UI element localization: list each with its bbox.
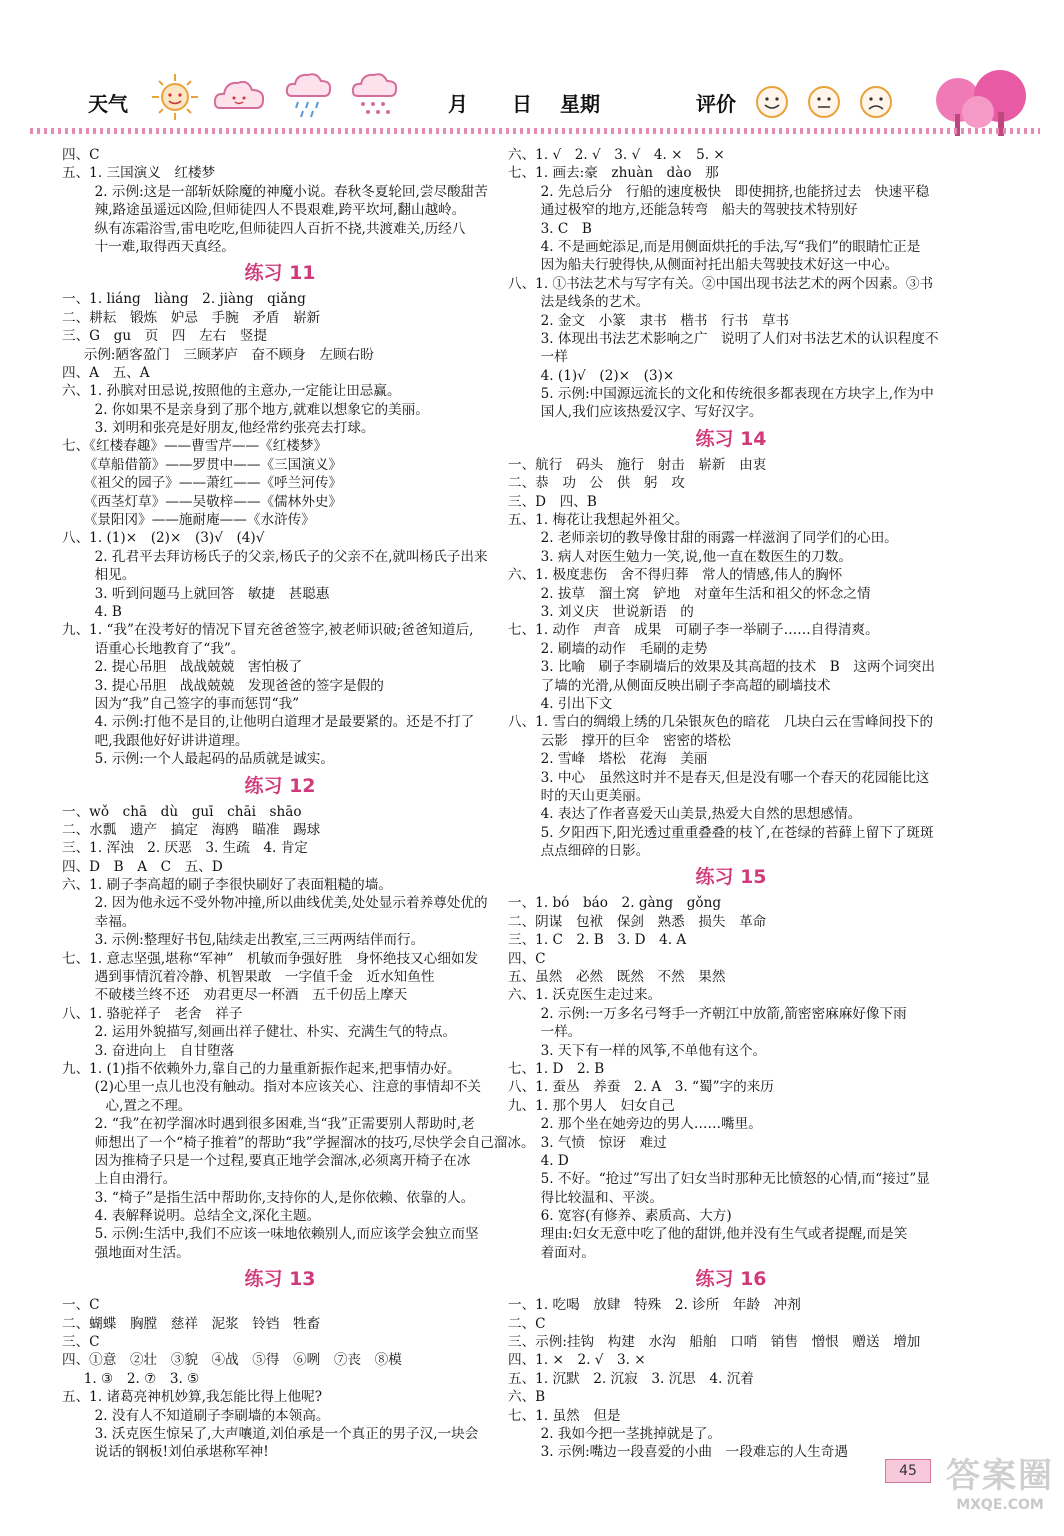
answer-line: 2. 拔草 溜土窝 铲地 对童年生活和祖父的怀念之情 (540, 585, 871, 602)
answer-line: 八、1. 雪白的绸缎上绣的几朵银灰色的暗花 几块白云在雪峰间投下的 (508, 714, 934, 731)
exercise-heading: 练习 13 (244, 1268, 316, 1291)
cloud-icon (212, 76, 268, 116)
answer-line: 3. 示例:嘴边一段喜爱的小曲 一段难忘的人生奇遇 (540, 1444, 848, 1461)
answer-line: 2. 示例:这是一部斩妖除魔的神魔小说。春秋冬夏轮回,尝尽酸甜苦 (94, 183, 488, 200)
answer-line: 八、1. 骆驼祥子 老舍 祥子 (62, 1005, 243, 1022)
answer-line: 纵有冻霜浴雪,雷电吃吃,但师徒四人百折不挠,共渡难关,历经八 (94, 220, 466, 237)
answer-line: 九、1. (1)指不依赖外力,靠自己的力量重新振作起来,把事情办好。 (62, 1060, 461, 1077)
answer-line: 一、C (62, 1297, 100, 1314)
watermark-top: 答案圈 (946, 1456, 1054, 1496)
answer-line: 3. 体现出书法艺术影响之广 说明了人们对书法艺术的认识程度不 (540, 330, 939, 347)
answer-line: 4. 表解释说明。总结全文,深化主题。 (94, 1208, 321, 1225)
answer-line: 辣,路途虽遥远凶险,但师徒四人不畏艰难,跨平坎坷,翻山越岭。 (94, 202, 466, 219)
exercise-heading: 练习 12 (244, 774, 316, 797)
answer-line: 3. C B (540, 220, 592, 237)
answer-line: 师想出了一个“椅子推着”的帮助“我”学握溜冰的技巧,尽快学会自己溜冰。 (94, 1134, 535, 1151)
answer-line: 不破楼兰终不还 劝君更尽一杯酒 五千仞岳上摩天 (94, 987, 408, 1004)
answer-line: 五、虽然 必然 既然 不然 果然 (508, 969, 726, 986)
answer-line: 一、1. liáng liàng 2. jiàng qiǎng (62, 291, 306, 308)
exercise-heading: 练习 14 (695, 427, 767, 450)
answer-line: 七、1. 画去:豪 zhuàn dào 那 (508, 165, 719, 182)
exercise-heading: 练习 16 (695, 1268, 767, 1291)
answer-line: 九、1. “我”在没考好的情况下冒充爸爸签字,被老师识破;爸爸知道后, (62, 622, 474, 639)
answer-line: 七、1. D 2. B (508, 1060, 605, 1077)
answer-line: 《祖父的园子》——萧红——《呼兰河传》 (83, 475, 343, 492)
answer-line: 三、示例:挂钩 构建 水沟 船舶 口哨 销售 憎恨 赠送 增加 (508, 1334, 921, 1351)
answer-line: 四、D B A C 五、D (62, 858, 223, 875)
answer-line: 吧,我跟他好好讲讲道理。 (94, 732, 249, 749)
answer-line: 2. 提心吊胆 战战兢兢 害怕极了 (94, 659, 303, 676)
answer-line: 二、阴谋 包袱 保剑 熟悉 损失 革命 (508, 913, 767, 930)
answer-line: 5. 示例:生活中,我们不应该一味地依赖别人,而应该学会独立而坚 (94, 1226, 479, 1243)
answer-line: 说话的钢板!刘伯承堪称军神! (94, 1444, 269, 1461)
answer-line: 3. 刘明和张亮是好朋友,他经常约张亮去打球。 (94, 420, 375, 437)
answer-line: 3. 中心 虽然这时并不是春天,但是没有哪一个春天的花园能比这 (540, 769, 930, 786)
rain-heavy-icon (350, 70, 400, 120)
answer-line: 二、蝴蝶 胸膛 慈祥 泥浆 铃铛 牲畜 (62, 1315, 321, 1332)
answer-line: 《西茎灯草》——吴敬梓——《儒林外史》 (83, 493, 343, 510)
answer-line: 七、1. 意志坚强,堪称“军神” 机敏而争强好胜 身怀绝技又心细如发 (62, 950, 479, 967)
answer-line: 四、1. × 2. √ 3. × (508, 1352, 646, 1369)
answer-line: 理由:妇女无意中吃了他的甜饼,他并没有生气或者提醒,而是笑 (540, 1226, 908, 1243)
answer-line: 上自由滑行。 (94, 1171, 177, 1188)
answer-line: 十一难,取得西天真经。 (94, 238, 235, 255)
answer-line: 五、1. 诸葛亮神机妙算,我怎能比得上他呢? (62, 1389, 322, 1406)
answer-line: 国人,我们应该热爱汉字、写好汉字。 (540, 404, 763, 421)
answer-line: 五、1. 沉默 2. 沉寂 3. 沉思 4. 沉着 (508, 1370, 754, 1387)
answer-line: 2. 雪峰 塔松 花海 美丽 (540, 751, 708, 768)
month-label: 月 (448, 92, 468, 116)
answer-line: 3. 病人对医生勉力一笑,说,他一直在数医生的刀数。 (540, 548, 853, 565)
answer-line: 3. 奋进向上 自甘堕落 (94, 1042, 235, 1059)
answer-line: 四、A 五、A (62, 364, 150, 381)
answer-line: 时的天山更美丽。 (540, 787, 650, 804)
answer-line: 4. B (94, 603, 122, 620)
answer-line: 了墙的光滑,从侧面反映出刷子李高超的刷墙技术 (540, 677, 831, 694)
answer-line: 3. 刘义庆 世说新语 的 (540, 603, 694, 620)
answer-line: 着面对。 (540, 1244, 595, 1261)
answer-line: 八、1. ①书法艺术与写字有关。②中国出现书法艺术的两个因素。③书 (508, 275, 934, 292)
answer-line: 三、D 四、B (508, 493, 597, 510)
watermark (940, 1448, 1060, 1530)
answer-line: 八、1. (1)× (2)× (3)√ (4)√ (62, 530, 265, 547)
answer-line: 二、C (508, 1315, 546, 1332)
weekday-label: 星期 (560, 92, 600, 116)
answer-line: 四、C (62, 147, 100, 163)
answer-line: 七、1. 虽然 但是 (508, 1407, 621, 1424)
answer-line: 一样。 (540, 1024, 582, 1041)
answer-line: 得比较温和、平淡。 (540, 1189, 663, 1206)
answer-line: 《草船借箭》——罗贯中——《三国演义》 (83, 456, 343, 473)
answer-line: 2. 金文 小篆 隶书 楷书 行书 草书 (540, 312, 790, 329)
answer-line: 4. 示例:打他不是目的,让他明白道理才是最要紧的。还是不打了 (94, 714, 475, 731)
answer-line: 3. 提心吊胆 战战兢兢 发现爸爸的签字是假的 (94, 677, 384, 694)
neutral-face-icon (806, 84, 842, 120)
page-header (0, 0, 1064, 140)
answer-line: 3. 天下有一样的风筝,不单他有这个。 (540, 1042, 767, 1059)
answer-line: 因为推椅子只是一个过程,要真正地学会溜冰,必须离开椅子在冰 (94, 1152, 471, 1169)
watermark-bottom: MXQE.COM (956, 1497, 1044, 1513)
answer-line: 6. 宽容(有修养、素质高、大方) (540, 1208, 732, 1225)
answer-line: 六、1. 极度悲伤 舍不得归葬 常人的情感,伟人的胸怀 (508, 567, 843, 584)
day-label: 日 (512, 92, 532, 116)
answer-line: 因为“我”自己签字的事而惩罚“我” (94, 695, 300, 712)
answer-line: 2. 我如今把一茎挑掉就是了。 (540, 1426, 722, 1442)
answer-line: 因为船夫行驶得快,从侧面衬托出船夫驾驶技术好这一中心。 (540, 257, 899, 274)
answer-line: 九、1. 那个男人 妇女自己 (508, 1097, 675, 1114)
answer-line: 3. 比喻 刷子李刷墙后的效果及其高超的技术 B 这两个词突出 (540, 659, 935, 676)
answer-line: 六、1. 沃克医生走过来。 (508, 987, 662, 1004)
answer-line: 1. ③ 2. ⑦ 3. ⑤ (83, 1370, 200, 1387)
answer-line: 2. 那个坐在她旁边的男人……嘴里。 (540, 1116, 762, 1133)
answer-line: 2. 示例:一万多名弓弩手一齐朝江中放箭,箭密密麻麻好像下雨 (540, 1005, 907, 1022)
answer-line: 3. 示例:整理好书包,陆续走出教室,三三两两结伴而行。 (94, 932, 425, 949)
answer-line: 六、1. √ 2. √ 3. √ 4. × 5. × (508, 147, 725, 163)
answer-line: 《景阳冈》——施耐庵——《水浒传》 (83, 512, 315, 529)
answer-line: 云影 撑开的巨伞 密密的塔松 (540, 732, 731, 749)
answer-line: 2. 你如果不是亲身到了那个地方,就难以想象它的美丽。 (94, 401, 429, 418)
answer-line: 4. 引出下文 (540, 695, 613, 712)
answer-line: 5. 示例:中国源远流长的文化和传统很多都表现在方块字上,作为中 (540, 386, 934, 403)
answer-line: 2. “我”在初学溜冰时遇到很多困难,当“我”正需要别人帮助时,老 (94, 1116, 475, 1133)
answer-line: 八、1. 蚕丛 养蚕 2. A 3. “蜀”字的来历 (508, 1079, 774, 1096)
answer-line: 2. 因为他永远不受外物冲撞,所以曲线优美,处处显示着养尊处优的 (94, 895, 488, 912)
answer-line: 一、1. 吃喝 放肆 特殊 2. 诊所 年龄 冲剂 (508, 1297, 801, 1314)
answer-line: 七、1. 动作 声音 成果 可刷子李一举刷子……自得清爽。 (508, 622, 879, 639)
answer-line: 七、《红楼春趣》——曹雪芹——《红楼梦》 (62, 438, 328, 455)
answer-line: 二、耕耘 锻炼 妒忌 手腕 矛盾 崭新 (62, 309, 321, 326)
answer-line: 幸福。 (94, 913, 136, 930)
answer-line: 4. D (540, 1152, 569, 1169)
answer-line: 点点细碎的日影。 (540, 843, 650, 860)
answer-line: 语重心长地教育了“我”。 (94, 640, 245, 657)
exercise-heading: 练习 11 (244, 262, 316, 285)
sad-face-icon (858, 84, 894, 120)
answer-line: 示例:陋客盈门 三顾茅庐 奋不顾身 左顾右盼 (83, 346, 374, 363)
answer-line: 5. 不好。“抢过”写出了妇女当时那种无比愤怒的心情,而“接过”显 (540, 1171, 930, 1188)
rain-icon (284, 70, 334, 120)
answer-line: 六、1. 刷子李高超的刷子李很快刷好了表面粗糙的墙。 (62, 877, 392, 894)
answer-line: 一、wǒ chā dù guī chāi shāo (62, 803, 302, 820)
answer-line: 一、1. bó báo 2. gàng gǒng (508, 895, 722, 912)
answer-line: 2. 没有人不知道刷子李刷墙的本领高。 (94, 1407, 330, 1424)
answer-line: 三、1. 浑浊 2. 厌恶 3. 生疏 4. 肯定 (62, 840, 308, 857)
answer-line: 三、1. C 2. B 3. D 4. A (508, 932, 687, 949)
answer-line: 四、①意 ②壮 ③貌 ④战 ⑤得 ⑥咧 ⑦丧 ⑧模 (62, 1352, 402, 1369)
answer-line: 心,置之不理。 (105, 1097, 192, 1114)
answer-line: 遇到事情沉着冷静、机智果敢 一字值千金 近水知鱼性 (94, 969, 435, 986)
answer-line: 2. 运用外貌描写,刻画出祥子健壮、朴实、充满生气的特点。 (94, 1024, 457, 1041)
answer-line: 3. 听到问题马上就回答 敏捷 甚聪惠 (94, 585, 330, 602)
answer-line: 4. (1)√ (2)× (3)× (540, 367, 675, 384)
answer-line: 五、1. 三国演义 红楼梦 (62, 165, 216, 182)
answer-line: 4. 表达了作者喜爱天山美景,热爱大自然的思想感情。 (540, 806, 862, 823)
answer-line: 四、C (508, 950, 546, 967)
weather-label: 天气 (88, 92, 128, 116)
answer-line: 五、1. 梅花让我想起外祖父。 (508, 512, 689, 529)
rating-label: 评价 (696, 92, 736, 116)
smile-face-icon (754, 84, 790, 120)
exercise-heading: 练习 15 (695, 866, 767, 889)
answer-line: 2. 先总后分 行船的速度极快 即使拥挤,也能挤过去 快速平稳 (540, 183, 930, 200)
page-number: 45 (885, 1459, 931, 1483)
answer-line: 三、C (62, 1334, 100, 1351)
answer-line: 强地面对生活。 (94, 1244, 190, 1261)
answer-line: 法是线条的艺术。 (540, 294, 650, 311)
header-divider (30, 128, 1040, 134)
answer-line: 一、航行 码头 施行 射击 崭新 由衷 (508, 456, 767, 473)
answer-line: 2. 老师亲切的教导像甘甜的雨露一样滋润了同学们的心田。 (540, 530, 898, 547)
answer-line: 六、B (508, 1389, 546, 1406)
right-column (508, 146, 954, 1462)
answer-line: 一样 (540, 349, 568, 366)
answer-line: 5. 夕阳西下,阳光透过重重叠叠的枝丫,在苍绿的苔藓上留下了斑斑 (540, 824, 934, 841)
answer-line: 4. 不是画蛇添足,而是用侧面烘托的手法,写“我们”的眼睛忙正是 (540, 238, 921, 255)
answer-line: 通过极窄的地方,还能急转弯 船夫的驾驶技术特别好 (540, 202, 858, 219)
sun-icon (150, 72, 200, 122)
answer-line: (2)心里一点儿也没有触动。指对本应该关心、注意的事情却不关 (94, 1079, 481, 1096)
answer-line: 2. 孔君平去拜访杨氏子的父亲,杨氏子的父亲不在,就叫杨氏子出来 (94, 548, 488, 565)
answer-line: 相见。 (94, 567, 136, 584)
answer-line: 5. 示例:一个人最起码的品质就是诚实。 (94, 751, 334, 768)
answer-line: 3. 沃克医生惊呆了,大声嚷道,刘伯承是一个真正的男子汉,一块会 (94, 1426, 479, 1442)
answer-line: 二、水瓢 遗产 搞定 海鸥 瞄准 踢球 (62, 821, 321, 838)
answer-line: 六、1. 孙膑对田忌说,按照他的主意办,一定能让田忌赢。 (62, 383, 401, 400)
answer-line: 3. “椅子”是指生活中帮助你,支持你的人,是你依赖、依靠的人。 (94, 1189, 475, 1206)
answer-line: 3. 气愤 惊讶 难过 (540, 1134, 667, 1151)
answer-line: 二、恭 功 公 供 躬 攻 (508, 475, 685, 492)
answer-line: 三、G gu 页 四 左右 竖提 (62, 328, 268, 345)
answer-line: 2. 刷墙的动作 毛刷的走势 (540, 640, 708, 657)
